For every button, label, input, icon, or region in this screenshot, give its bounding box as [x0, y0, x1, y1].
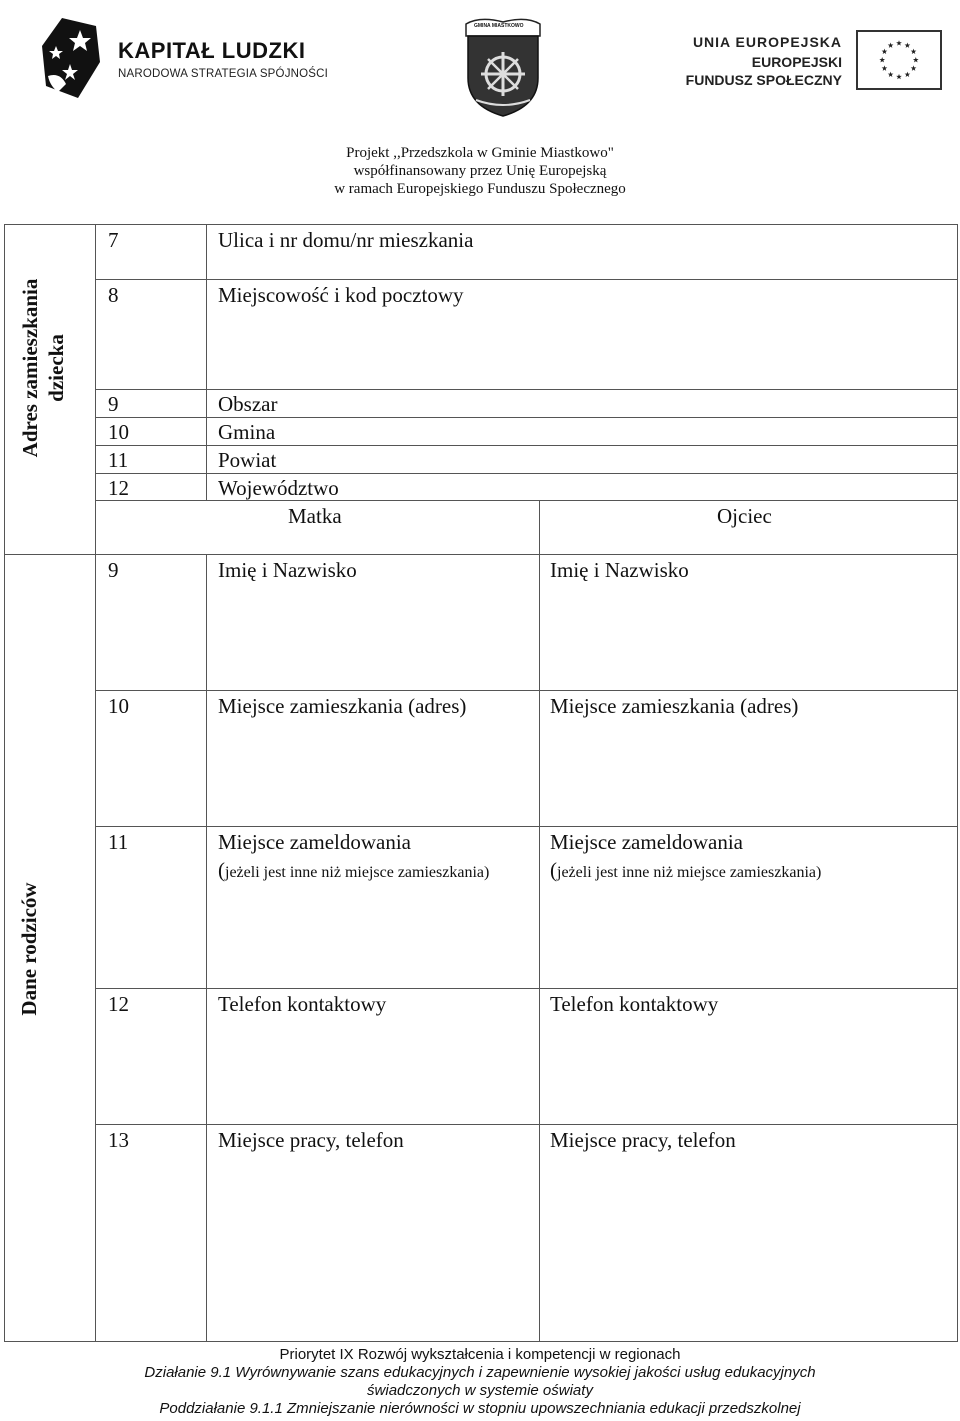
mother-field-label: Miejsce zamieszkania (adres) — [218, 694, 467, 718]
address-row-label: Województwo — [218, 476, 339, 500]
kapital-ludzki-title: KAPITAŁ LUDZKI — [118, 38, 306, 63]
father-field-label: Imię i Nazwisko — [550, 558, 689, 582]
address-row-label: Obszar — [218, 392, 278, 416]
eu-logo — [685, 30, 942, 94]
label-column-divider — [95, 224, 96, 1342]
kapital-ludzki-star-icon — [40, 16, 102, 100]
father-note-text: jeżeli jest inne niż miejsce zamieszkania) — [557, 864, 822, 881]
eu-line1: UNIA EUROPEJSKA — [692, 34, 842, 50]
eu-star-icon — [888, 42, 894, 47]
eu-star-icon — [911, 65, 917, 70]
eu-star-icon — [905, 72, 911, 77]
footer-action: Działanie 9.1 Wyrównywanie szans edukacyjnych i zapewnienie wysokiej jakości usług edukacyjnych — [144, 1364, 816, 1381]
project-title: Projekt ,,Przedszkola w Gminie Miastkowo" — [346, 145, 614, 161]
eu-star-icon — [911, 49, 917, 54]
table-border-right — [957, 224, 958, 1342]
parents-column-divider — [539, 500, 540, 1342]
father-field-label: Telefon kontaktowy — [550, 992, 719, 1016]
address-row-num: 8 — [108, 283, 119, 307]
footer-action-cont: świadczonych w systemie oświaty — [367, 1382, 593, 1399]
footer-priority: Priorytet IX Rozwój wykształcenia i kompetencji w regionach — [279, 1346, 681, 1363]
parents-row-num: 9 — [108, 558, 119, 582]
eu-star-icon — [882, 49, 888, 54]
father-column-header: Ojciec — [717, 504, 772, 528]
row-line — [95, 690, 957, 691]
row-line — [95, 279, 957, 280]
row-line — [95, 1124, 957, 1125]
address-row-num: 7 — [108, 228, 119, 252]
mother-field-label: Imię i Nazwisko — [218, 558, 357, 582]
address-row-label: Powiat — [218, 448, 277, 472]
father-field-label: Miejsce zamieszkania (adres) — [550, 694, 799, 718]
coat-of-arms-icon — [460, 14, 546, 118]
number-column-divider-address — [206, 224, 207, 500]
mother-field-label: Miejsce pracy, telefon — [218, 1128, 404, 1152]
eu-star-icon — [905, 42, 911, 47]
note-paren: ( — [550, 858, 557, 882]
parents-row-num: 13 — [108, 1128, 129, 1152]
mother-field-label: Miejsce zameldowania — [218, 830, 411, 854]
row-line — [95, 988, 957, 989]
row-line — [95, 417, 957, 418]
table-border-top — [4, 224, 958, 225]
address-label-line1: Adres zamieszkania — [18, 278, 42, 458]
parents-row-num: 11 — [108, 830, 129, 854]
address-row-num: 10 — [108, 420, 129, 444]
row-line — [95, 500, 957, 501]
father-field-label: Miejsce pracy, telefon — [550, 1128, 736, 1152]
eu-flag-icon — [856, 30, 942, 90]
father-field-note — [550, 860, 821, 881]
mother-field-note — [218, 860, 489, 881]
project-fund: w ramach Europejskiego Funduszu Społecznego — [334, 181, 626, 197]
eu-star-icon — [896, 74, 902, 79]
row-line — [95, 445, 957, 446]
table-border-left — [4, 224, 5, 1342]
parents-row-num: 12 — [108, 992, 129, 1016]
gmina-coat-of-arms — [460, 14, 546, 118]
eu-star-icon — [896, 40, 902, 45]
address-label-line2: dziecka — [44, 334, 69, 402]
address-row-num: 12 — [108, 476, 129, 500]
address-row-num: 11 — [108, 448, 129, 472]
eu-line3: FUNDUSZ SPOŁECZNY — [685, 72, 842, 88]
table-border-bottom — [4, 1341, 958, 1342]
father-field-label: Miejsce zameldowania — [550, 830, 743, 854]
eu-star-icon — [879, 57, 885, 62]
coat-of-arms-label: GMINA MIASTKOWO — [474, 23, 524, 29]
parents-section-label — [16, 864, 44, 1034]
row-line — [95, 389, 957, 390]
project-cofinancing: współfinansowany przez Unię Europejską — [353, 163, 607, 179]
mother-field-label: Telefon kontaktowy — [218, 992, 387, 1016]
eu-line2: EUROPEJSKI — [751, 54, 842, 70]
row-line — [95, 826, 957, 827]
section-divider — [4, 554, 958, 555]
note-paren: ( — [218, 858, 225, 882]
kapital-ludzki-logo — [40, 16, 329, 100]
eu-star-icon — [888, 72, 894, 77]
address-row-num: 9 — [108, 392, 119, 416]
footer-subaction: Poddziałanie 9.1.1 Zmniejszanie nierówności w stopniu upowszechniania edukacji przedszkolnej — [159, 1400, 801, 1417]
address-row-label: Gmina — [218, 420, 276, 444]
kapital-ludzki-subtitle: NARODOWA STRATEGIA SPÓJNOŚCI — [118, 68, 329, 80]
eu-star-icon — [913, 57, 919, 62]
address-row-label: Ulica i nr domu/nr mieszkania — [218, 228, 474, 252]
number-column-divider-parents — [206, 554, 207, 1342]
mother-column-header: Matka — [288, 504, 342, 528]
parents-label-text: Dane rodziców — [17, 882, 41, 1016]
mother-note-text: jeżeli jest inne niż miejsce zamieszkania) — [225, 864, 490, 881]
row-line — [95, 473, 957, 474]
parents-row-num: 10 — [108, 694, 129, 718]
eu-star-icon — [882, 65, 888, 70]
address-section-label — [17, 233, 73, 503]
address-row-label: Miejscowość i kod pocztowy — [218, 283, 464, 307]
